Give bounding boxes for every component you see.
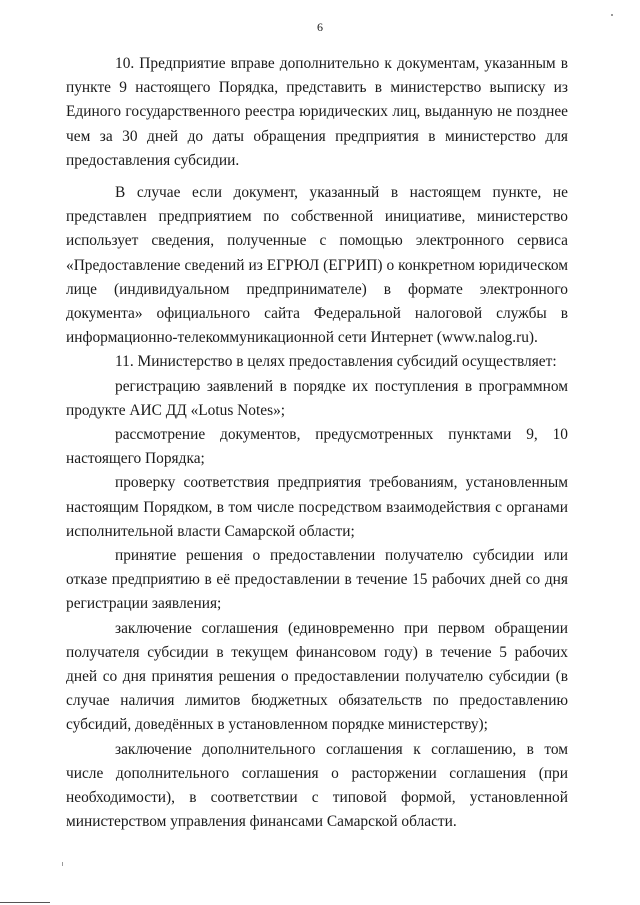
list-item-review: рассмотрение документов, предусмотренных пунктами 9, 10 настоящего Порядка; [66, 426, 568, 468]
paragraph-10: 10. Предприятие вправе дополнительно к документам, указанным в пункте 9 настоящего Порядка, представить в министерство выписку из Единого государственного реестра юридических лиц, выданную не позднее чем за 30 дней до даты обращения предприятия в министерство для предоставления субсидии. [66, 55, 568, 169]
list-item-verification: проверку соответствия предприятия требованиям, установленным настоящим Порядком, в том числе посредством взаимодействия с органами исполнительной власти Самарской области; [66, 474, 568, 540]
scan-speck [611, 14, 613, 16]
scan-speck [62, 862, 63, 866]
list-item-registration: регистрацию заявлений в порядке их поступления в программном продукте АИС ДД «Lotus Notes»; [66, 377, 568, 419]
list-item-decision: принятие решения о предоставлении получателю субсидии или отказе предприятию в её предоставлении в течение 15 рабочих дней со дня регистрации заявления; [66, 547, 568, 613]
document-body [66, 52, 568, 835]
list-item-agreement: заключение соглашения (единовременно при первом обращении получателя субсидии в текущем финансовом году) в течение 5 рабочих дней со дня принятия решения о предоставлении получателю субсидии (в случае наличия лимитов бюджетных обязательств по предоставлению субсидий, доведённых в установленном порядке министерству); [66, 619, 568, 734]
page-number: 6 [317, 20, 323, 34]
list-item-additional-agreement: заключение дополнительного соглашения к соглашению, в том числе дополнительного соглашения о расторжении соглашения (при необходимости), в соответствии с типовой формой, установленной министерством управления финансами Самарской области. [66, 740, 568, 831]
footer-rule [0, 902, 50, 903]
paragraph-11-intro: 11. Министерство в целях предоставления субсидий осуществляет: [115, 353, 557, 371]
paragraph-egrul-info: В случае если документ, указанный в настоящем пункте, не представлен предприятием по собственной инициативе, министерство использует сведения, полученные с помощью электронного сервиса «Предоставление сведений из ЕГРЮЛ (ЕГРИП) о конкретном юридическом лице (индивидуальном предпринимателе) в формате электронного документа» официального сайта Федеральной налоговой службы в информационно-телекоммуникационной сети Интернет (www.nalog.ru). [66, 184, 568, 347]
